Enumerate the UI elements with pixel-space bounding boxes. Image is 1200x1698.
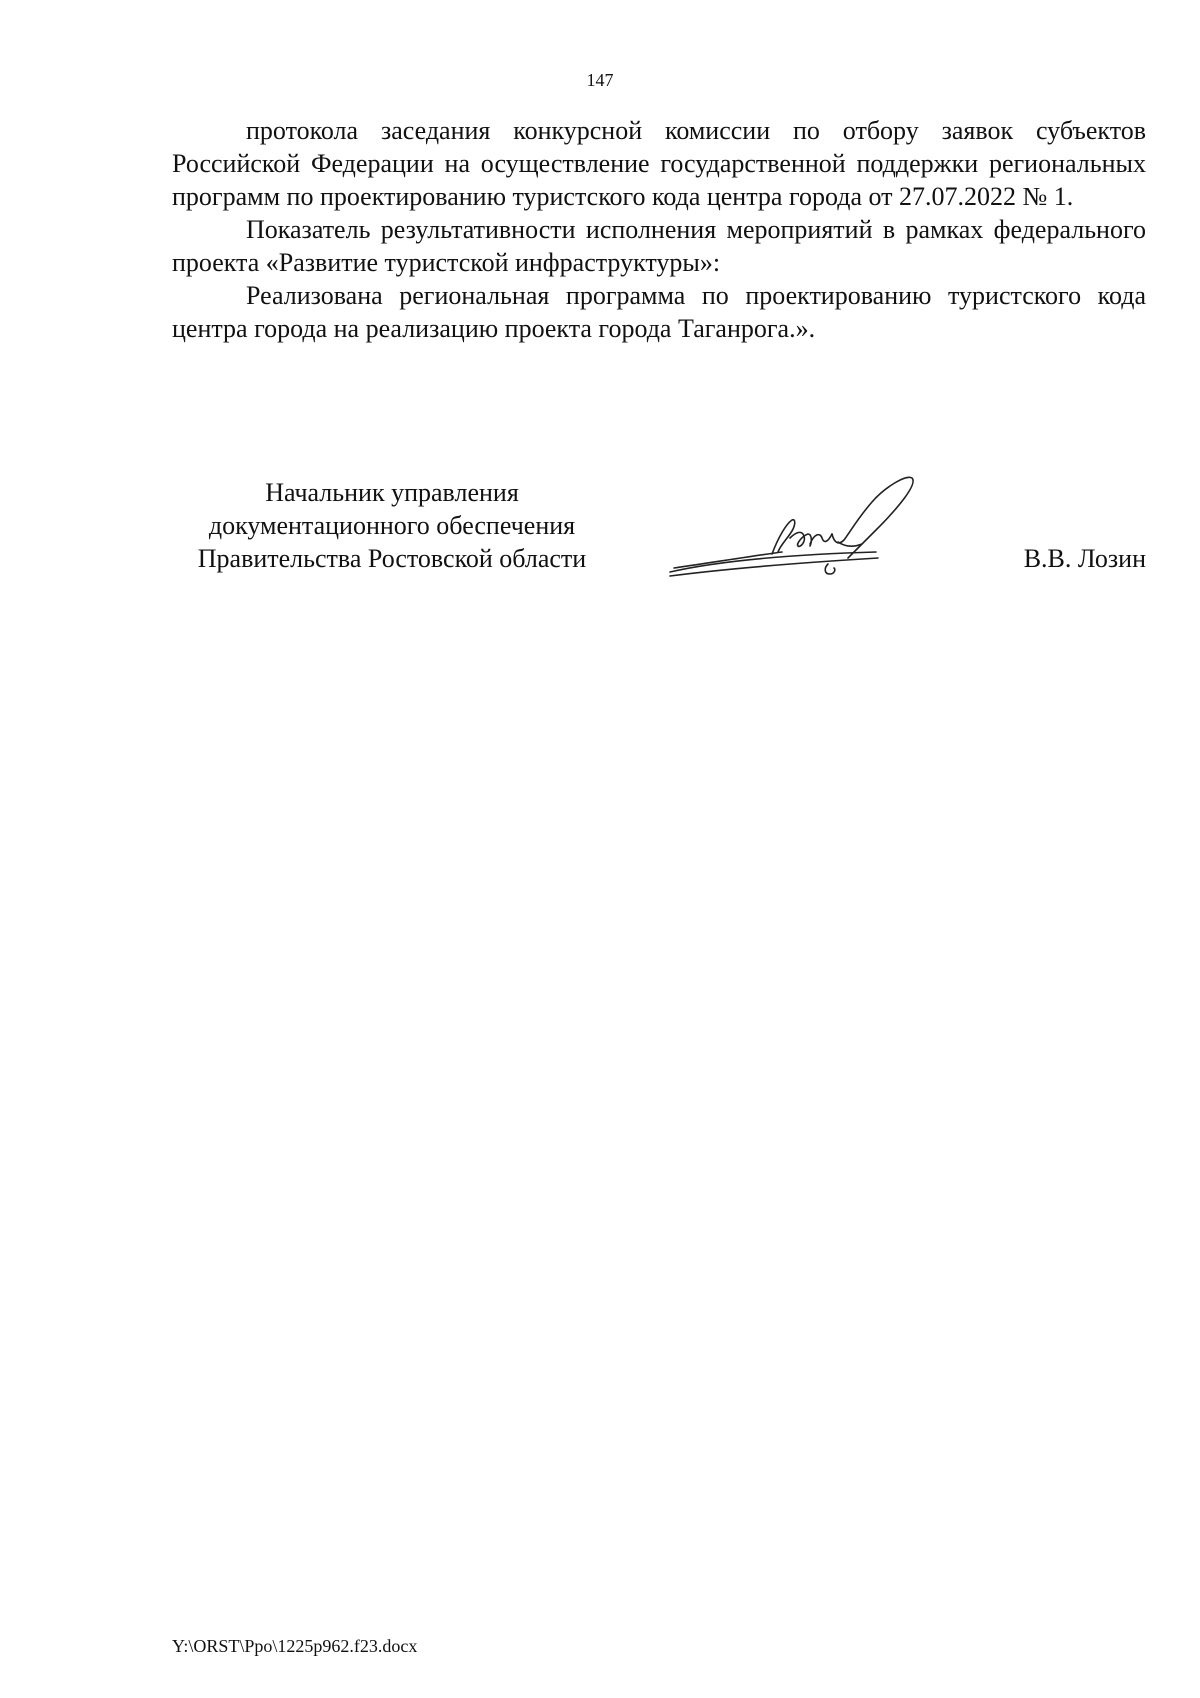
signer-title-line: документационного обеспечения [208, 511, 576, 540]
signer-title-line: Правительства Ростовской области [197, 544, 587, 573]
signature-block [172, 476, 1146, 586]
document-body [172, 114, 1146, 345]
signer-title [172, 476, 612, 575]
signer-title-line: Начальник управления [265, 478, 519, 507]
handwritten-signature-icon [662, 468, 942, 588]
page-number: 147 [586, 70, 614, 90]
signer-name: В.В. Лозин [1023, 544, 1146, 573]
footer-file-path: Y:\ORST\Ppo\1225p962.f23.docx [172, 1636, 418, 1656]
paragraph-protocol: протокола заседания конкурсной комиссии по отбору заявок субъектов Российской Федерации на осуществление государственной поддержки региональных программ по проектированию туристского кода центра города от 27.07.2022 № 1. [172, 116, 1146, 211]
paragraph-indicator: Показатель результативности исполнения мероприятий в рамках федерального проекта «Развитие туристской инфраструктуры»: [172, 215, 1146, 277]
paragraph-result: Реализована региональная программа по проектированию туристского кода центра города на реализацию проекта города Таганрога.». [172, 281, 1146, 343]
